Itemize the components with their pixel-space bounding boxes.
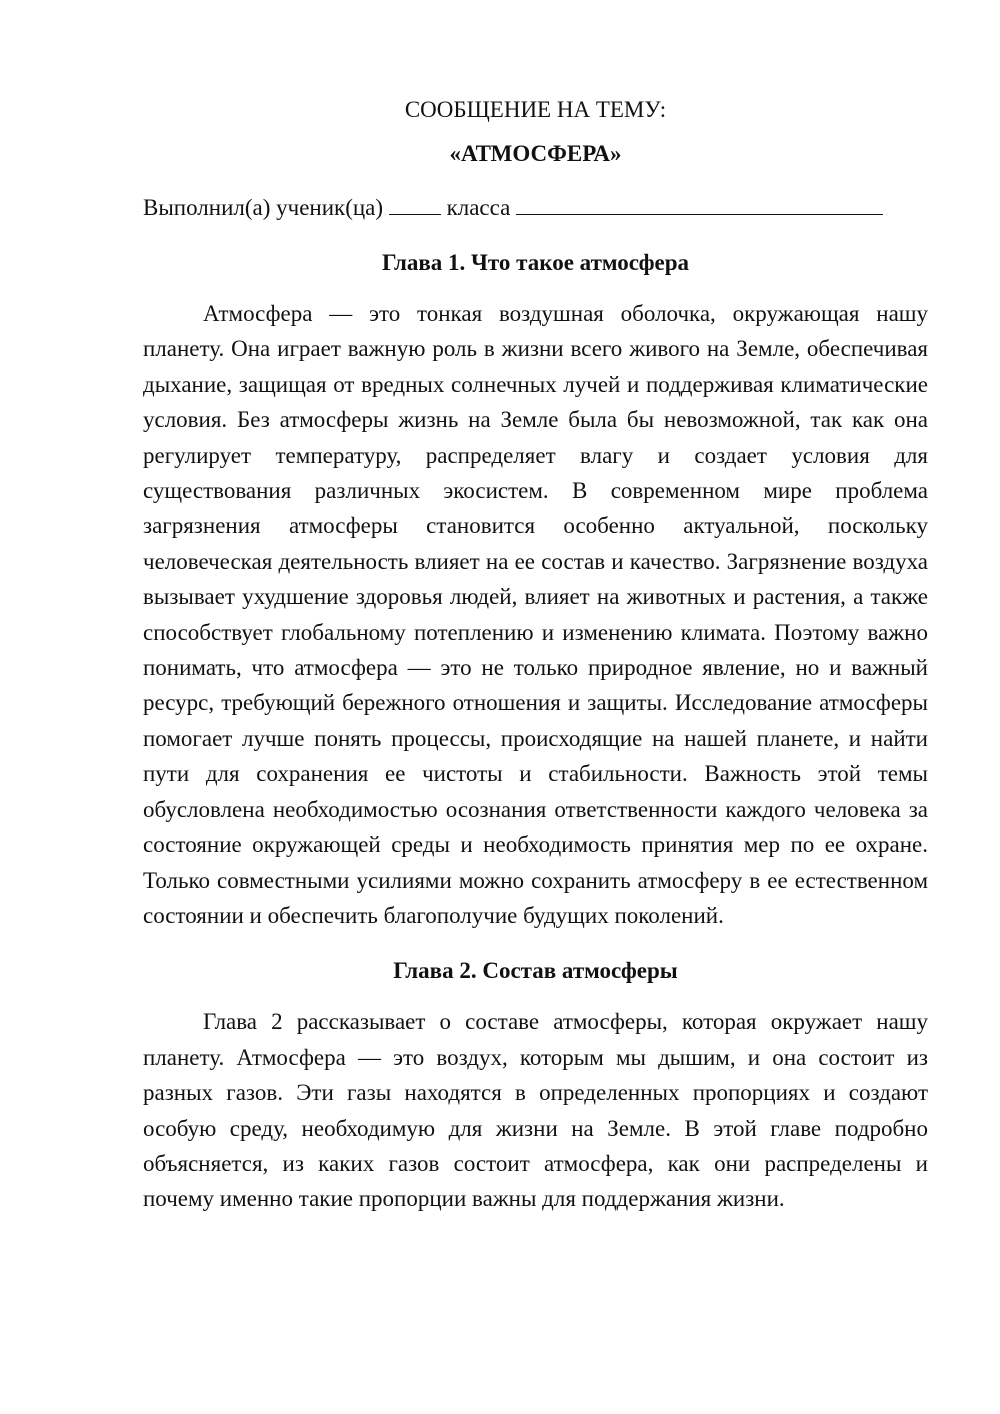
chapter-2-heading: Глава 2. Состав атмосферы bbox=[393, 958, 678, 984]
chapter-1-text: Атмосфера — это тонкая воздушная оболочка, окружающая нашу планету. Она играет важную роль в жизни всего живого на Земле, обеспечивая дыхание, защищая от вредных солнечных лучей и поддерживая климатические условия. Без атмосферы жизнь на Земле была бы невозможной, так как она регулирует температуру, распределяет влагу и создает условия для существования различных экосистем. В современном мире проблема загрязнения атмосферы становится особенно актуальной, поскольку человеческая деятельность влияет на ее состав и качество. Загрязнение воздуха вызывает ухудшение здоровья людей, влияет на животных и растения, а также способствует глобальному потеплению и изменению климата. Поэтому важно понимать, что атмосфера — это не только природное явление, но и важный ресурс, требующий бережного отношения и защиты. Исследование атмосферы помогает лучше понять процессы, происходящие на нашей планете, и найти пути для сохранения ее чистоты и стабильности. Важность этой темы обусловлена необходимостью осознания ответственности каждого человека за состояние окружающей среды и необходимость принятия мер по ее охране. Только совместными усилиями можно сохранить атмосферу в ее естественном состоянии и обеспечить благополучие будущих поколений. bbox=[143, 301, 928, 928]
chapter-2-text: Глава 2 рассказывает о составе атмосферы, которая окружает нашу планету. Атмосфера — это воздух, которым мы дышим, и она состоит из разных газов. Эти газы находятся в определенных пропорциях и создают особую среду, необходимую для жизни на Земле. В этой главе подробно объясняется, из каких газов состоит атмосфера, как они распределены и почему именно такие пропорции важны для поддержания жизни. bbox=[143, 1009, 928, 1212]
document-topic: «АТМОСФЕРА» bbox=[449, 141, 622, 166]
document-title: СООБЩЕНИЕ НА ТЕМУ: bbox=[404, 97, 667, 122]
grade-blank bbox=[389, 194, 441, 215]
name-blank bbox=[516, 194, 883, 215]
author-line bbox=[143, 190, 928, 226]
class-label: класса bbox=[446, 195, 511, 220]
chapter-1-heading: Глава 1. Что такое атмосфера bbox=[381, 250, 690, 275]
document-page bbox=[143, 92, 928, 1217]
author-prefix: Выполнил(а) ученик(ца) bbox=[143, 195, 384, 220]
